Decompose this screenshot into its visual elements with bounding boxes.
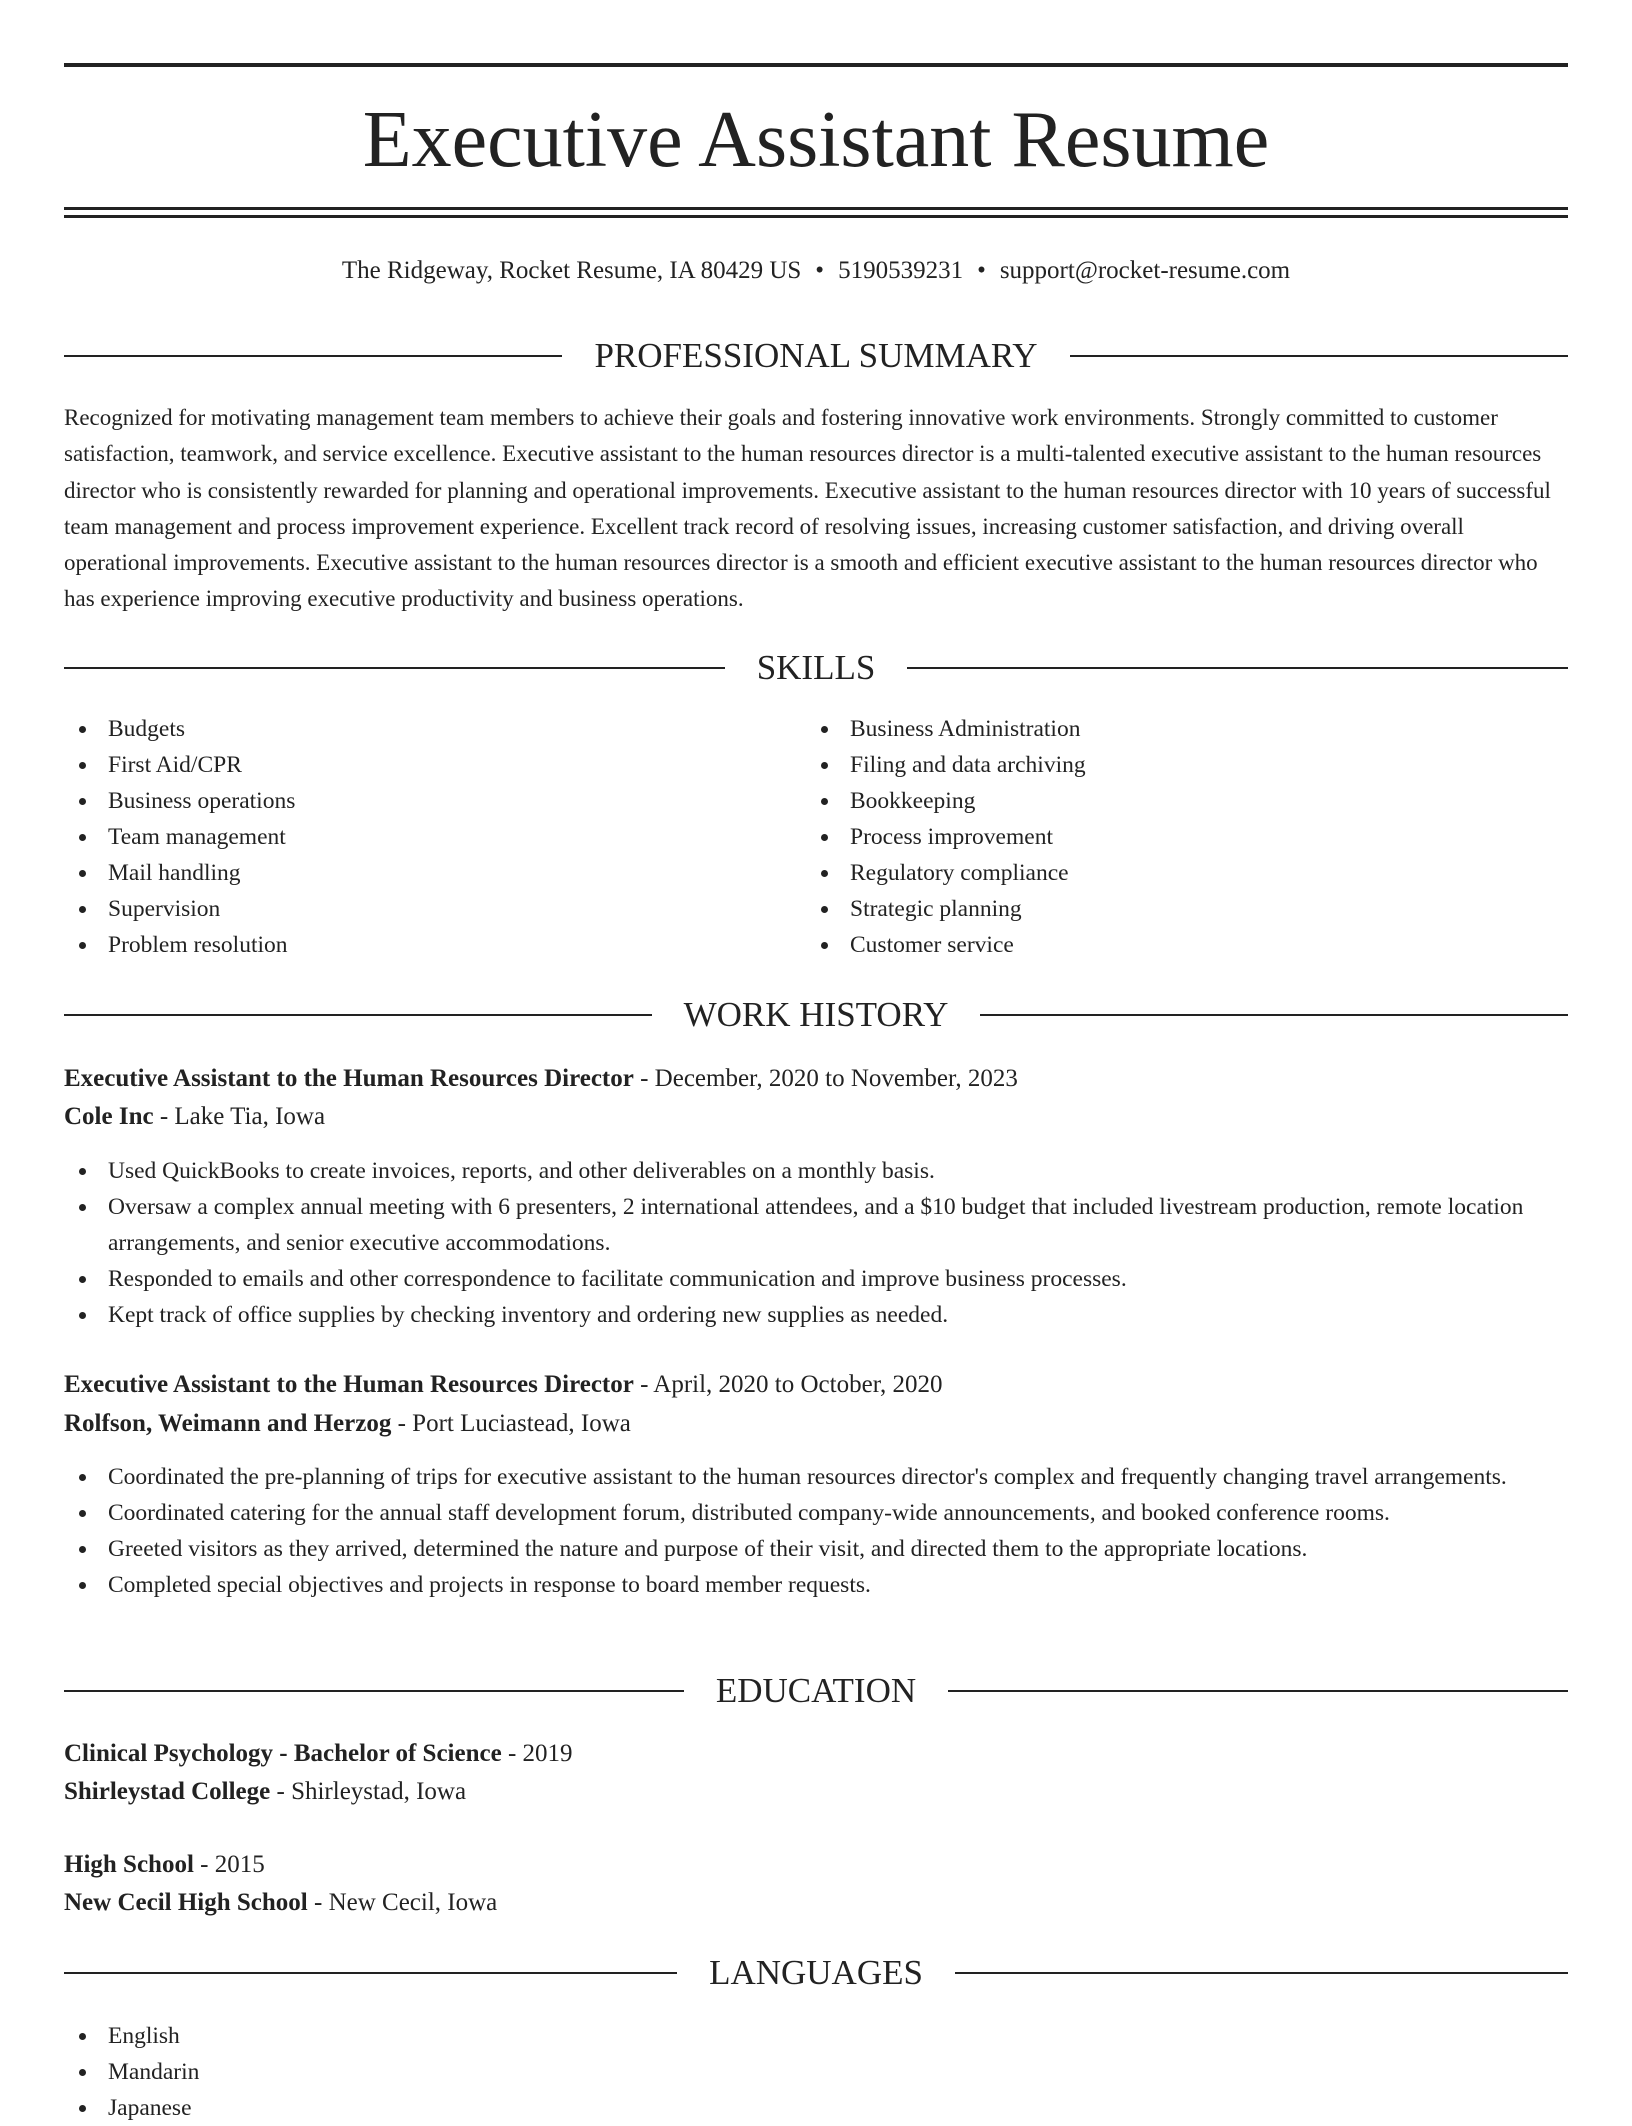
education-school-line — [64, 1774, 1568, 1810]
education-year: - 2019 — [501, 1740, 573, 1767]
top-rule — [64, 63, 1568, 67]
skill-item: Regulatory compliance — [806, 855, 1506, 891]
section-rule-left — [64, 1690, 684, 1692]
skill-item: Bookkeeping — [806, 783, 1506, 819]
section-rule-left — [64, 667, 725, 669]
job-dates: - April, 2020 to October, 2020 — [633, 1371, 943, 1398]
job-bullet: Responded to emails and other correspondence to facilitate communication and improve business processes. — [64, 1261, 1568, 1297]
contact-separator: • — [815, 257, 825, 284]
contact-phone: 5190539231 — [838, 257, 964, 284]
job-bullets — [64, 1153, 1568, 1333]
skill-item: Problem resolution — [64, 927, 764, 963]
contact-line — [64, 254, 1568, 288]
education-degree: High School — [64, 1851, 194, 1878]
skill-item: Budgets — [64, 711, 764, 747]
skill-item: Filing and data archiving — [806, 747, 1506, 783]
job-bullet: Greeted visitors as they arrived, determined the nature and purpose of their visit, and directed them to the appropriate locations. — [64, 1531, 1568, 1567]
section-title-education: EDUCATION — [715, 1671, 917, 1710]
section-rule-right — [955, 1972, 1568, 1974]
education-school: New Cecil High School — [64, 1889, 308, 1916]
job-title-line — [64, 1061, 1568, 1097]
contact-separator: • — [977, 257, 986, 284]
section-rule-left — [64, 1972, 677, 1974]
section-header-summary — [64, 336, 1568, 376]
job-bullet: Coordinated catering for the annual staff development forum, distributed company-wide announcements, and booked conference rooms. — [64, 1495, 1568, 1531]
section-rule-left — [64, 355, 562, 357]
job-bullet: Oversaw a complex annual meeting with 6 presenters, 2 international attendees, and a $10 budget that included livestream production, remote location arrangements, and senior executive accommodations. — [64, 1189, 1568, 1261]
job-bullets — [64, 1459, 1568, 1603]
education-location: - New Cecil, Iowa — [307, 1889, 498, 1916]
job-bullet: Coordinated the pre-planning of trips for executive assistant to the human resources director's complex and frequently changing travel arrangements. — [64, 1459, 1568, 1495]
section-header-skills — [64, 648, 1568, 688]
skill-item: Business Administration — [806, 711, 1506, 747]
skill-item: Team management — [64, 819, 764, 855]
contact-address: The Ridgeway, Rocket Resume, IA 80429 US — [341, 257, 802, 284]
skill-item: First Aid/CPR — [64, 747, 764, 783]
education-degree-line — [64, 1736, 1568, 1772]
section-header-languages — [64, 1953, 1568, 1993]
languages-list — [64, 2018, 1568, 2126]
job-company-line — [64, 1099, 1568, 1135]
section-rule-left — [64, 1014, 652, 1016]
skill-item: Mail handling — [64, 855, 764, 891]
education-degree: Clinical Psychology - Bachelor of Science — [64, 1740, 502, 1767]
job-location: - Lake Tia, Iowa — [153, 1103, 326, 1130]
skills-column-right — [806, 711, 1506, 963]
job-bullet: Completed special objectives and projects in response to board member requests. — [64, 1567, 1568, 1603]
education-location: - Shirleystad, Iowa — [270, 1778, 467, 1805]
skill-item: Customer service — [806, 927, 1506, 963]
education-degree-line — [64, 1847, 1568, 1883]
job-company: Rolfson, Weimann and Herzog — [64, 1410, 392, 1437]
section-rule-right — [948, 1690, 1568, 1692]
job-title: Executive Assistant to the Human Resources Director — [64, 1371, 634, 1398]
summary-paragraph: Recognized for motivating management team members to achieve their goals and fostering innovative work environments. Strongly committed to customer satisfaction, teamwork, and service excellence. Executive assistant to the human resources director is a multi-talented executive assistant to the human resources director who is consistently rewarded for planning and operational improvements. Executive assistant to the human resources director with 10 years of successful team management and process improvement experience. Excellent track record of resolving issues, increasing customer satisfaction, and driving overall operational improvements. Executive assistant to the human resources director is a smooth and efficient executive assistant to the human resources director who has experience improving executive productivity and business operations. — [64, 405, 1551, 612]
skill-item: Business operations — [64, 783, 764, 819]
job-company-line — [64, 1406, 1568, 1442]
language-item: Mandarin — [64, 2054, 1568, 2090]
skill-item: Supervision — [64, 891, 764, 927]
skill-item: Strategic planning — [806, 891, 1506, 927]
section-header-education — [64, 1671, 1568, 1711]
language-item: English — [64, 2018, 1568, 2054]
skill-item: Process improvement — [806, 819, 1506, 855]
title-double-rule-upper — [64, 207, 1568, 210]
resume-title: Executive Assistant Resume — [362, 96, 1270, 184]
education-school: Shirleystad College — [64, 1778, 271, 1805]
section-title-languages: LANGUAGES — [709, 1953, 923, 1992]
job-bullet: Used QuickBooks to create invoices, reports, and other deliverables on a monthly basis. — [64, 1153, 1568, 1189]
section-rule-right — [1070, 355, 1568, 357]
job-location: - Port Luciastead, Iowa — [391, 1410, 631, 1437]
section-title-summary: PROFESSIONAL SUMMARY — [594, 336, 1038, 375]
job-company: Cole Inc — [64, 1103, 154, 1130]
section-rule-right — [980, 1014, 1568, 1016]
job-bullet: Kept track of office supplies by checking inventory and ordering new supplies as needed. — [64, 1297, 1568, 1333]
section-title-work: WORK HISTORY — [683, 995, 949, 1034]
section-header-work — [64, 995, 1568, 1035]
education-school-line — [64, 1885, 1568, 1921]
language-item: Japanese — [64, 2090, 1568, 2126]
section-title-skills: SKILLS — [756, 648, 876, 687]
skills-column-left — [64, 711, 764, 963]
job-title-line — [64, 1367, 1568, 1403]
education-year: - 2015 — [193, 1851, 265, 1878]
section-rule-right — [907, 667, 1568, 669]
job-title: Executive Assistant to the Human Resources Director — [64, 1065, 634, 1092]
title-double-rule-lower — [64, 215, 1568, 218]
contact-email: support@rocket-resume.com — [999, 257, 1291, 284]
job-dates: - December, 2020 to November, 2023 — [633, 1065, 1018, 1092]
